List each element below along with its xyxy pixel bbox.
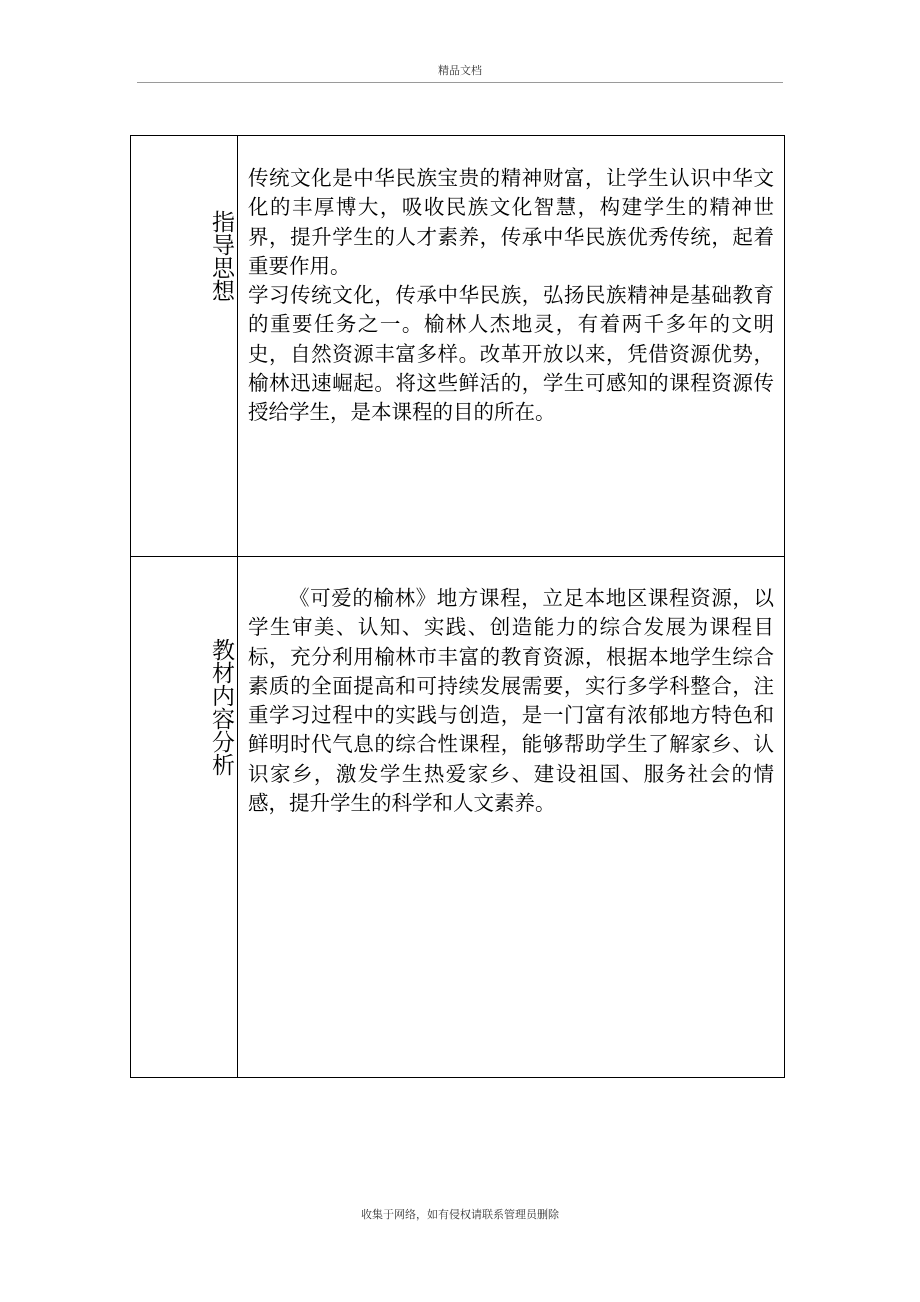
row-label-textbook-analysis: 教材内容分析 xyxy=(208,638,234,776)
page-footer: 收集于网络，如有侵权请联系管理员删除 xyxy=(361,1208,559,1221)
row-content-cell xyxy=(238,136,784,556)
row-label-guiding-ideology: 指导思想 xyxy=(208,210,234,302)
document-table xyxy=(130,135,785,1078)
table-row-guiding-ideology xyxy=(131,136,784,557)
content-paragraph: 《可爱的榆林》地方课程，立足本地区课程资源，以学生审美、认知、实践、创造能力的综合发展为课程目标，充分利用榆林市丰富的教育资源，根据本地学生综合素质的全面提高和可持续发展需要，实行多学科整合，注重学习过程中的实践与创造，是一门富有浓郁地方特色和鲜明时代气息的综合性课程，能够帮助学生了解家乡、认识家乡，激发学生热爱家乡、建设祖国、服务社会的情感，提升学生的科学和人文素养。 xyxy=(248,586,774,816)
row-label-cell xyxy=(131,136,238,556)
content-paragraph: 学习传统文化，传承中华民族，弘扬民族精神是基础教育的重要任务之一。榆林人杰地灵，有着两千多年的文明史，自然资源丰富多样。改革开放以来，凭借资源优势，榆林迅速崛起。将这些鲜活的，学生可感知的课程资源传授给学生，是本课程的目的所在。 xyxy=(248,283,774,425)
row-content-cell xyxy=(238,557,784,1077)
table-row-textbook-analysis xyxy=(131,557,784,1077)
content-paragraph: 传统文化是中华民族宝贵的精神财富，让学生认识中华文化的丰厚博大，吸收民族文化智慧，构建学生的精神世界，提升学生的人才素养，传承中华民族优秀传统，起着重要作用。 xyxy=(248,166,774,278)
page-header: 精品文档 xyxy=(137,60,783,83)
row-label-cell xyxy=(131,557,238,1077)
